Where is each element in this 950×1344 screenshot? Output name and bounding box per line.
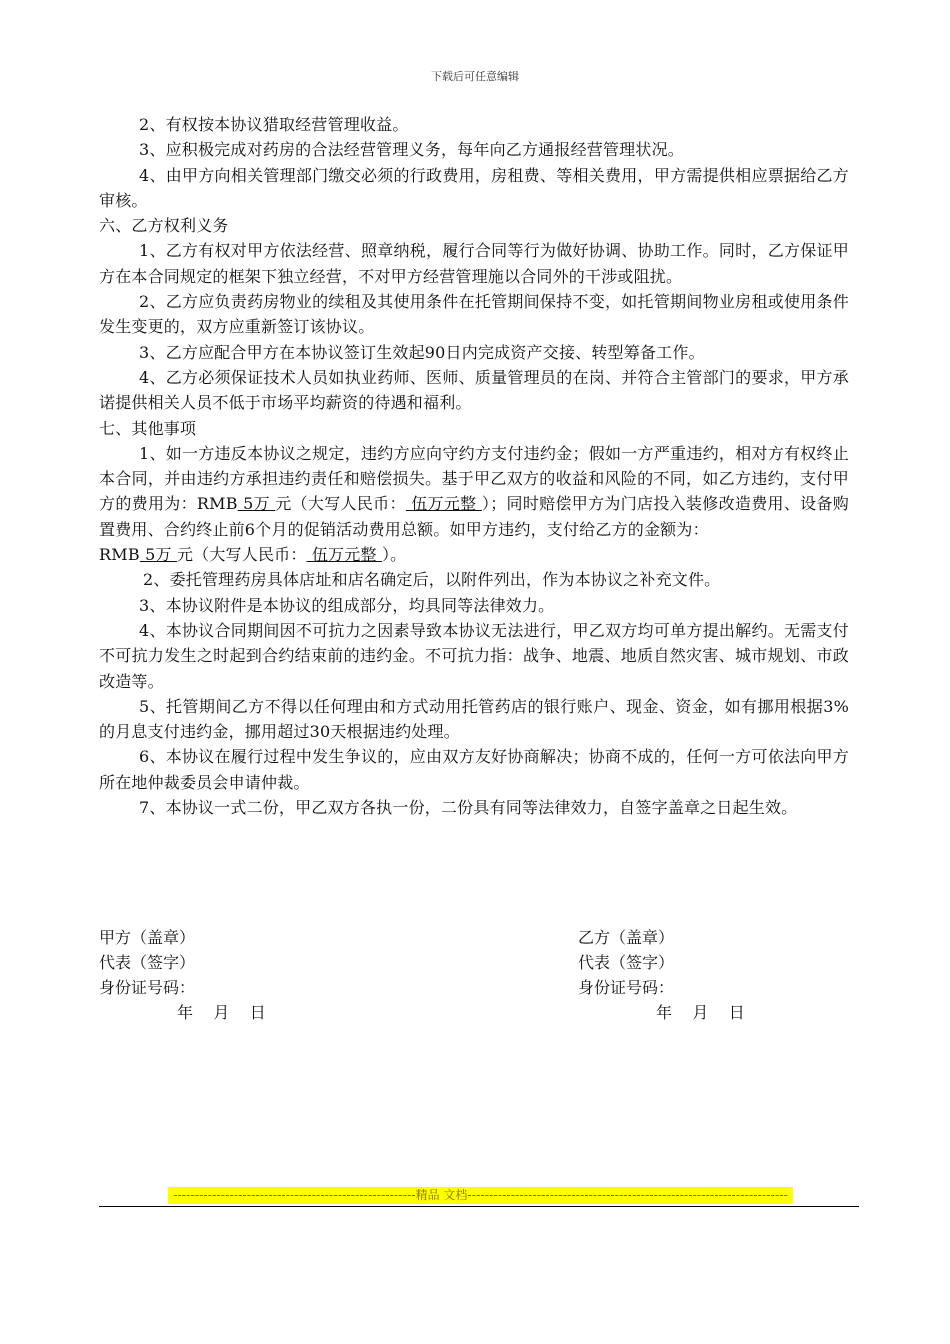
clause-text: 元（大写人民币： [176, 545, 307, 565]
clause-penalty [99, 441, 849, 542]
representative-label: 代表（签字） [99, 953, 196, 972]
paragraph: 3、本协议附件是本协议的组成部分，均具同等法律效力。 [139, 595, 555, 615]
clause-penalty-continued [99, 542, 849, 567]
amount-field: 5万 [237, 494, 276, 514]
paragraph: 3、乙方应配合甲方在本协议签订生效起90日内完成资产交接、转型筹备工作。 [139, 342, 705, 362]
clause-text: ）；同时赔偿甲方为门店投入装修改造费用、设备购置费用、合约终止前6个月的促销活动费用总额。如甲方违约，支付给乙方的金额为： [99, 494, 849, 539]
paragraph: 2、有权按本协议猎取经营管理收益。 [139, 115, 409, 134]
seal-label: 乙方（盖章） [578, 928, 675, 947]
paragraph: 4、本协议合同期间因不可抗力之因素导致本协议无法进行，甲乙双方均可单方提出解约。无需支付不可抗力发生之时起到合约结束前的违约金。不可抗力指：战争、地震、地质自然灾害、城市规划、市政改造等。 [99, 620, 849, 691]
page-header-note: 下载后可任意编辑 [431, 70, 519, 83]
paragraph: 1、乙方有权对甲方依法经营、照章纳税，履行合同等行为做好协调、协助工作。同时，乙方保证甲方在本合同规定的框架下独立经营，不对甲方经营管理施以合同外的干涉或阻扰。 [99, 241, 849, 286]
section-heading: 六、乙方权利义务 [99, 216, 229, 236]
paragraph: 4、由甲方向相关管理部门缴交必须的行政费用，房租费、等相关费用，甲方需提供相应票据给乙方审核。 [99, 165, 849, 210]
amount-words-field: 伍万元整 [405, 494, 482, 514]
paragraph: 5、托管期间乙方不得以任何理由和方式动用托管药店的银行账户、现金、资金，如有挪用根据3%的月息支付违约金，挪用超过30天根据违约处理。 [99, 696, 849, 742]
paragraph: 3、应积极完成对药房的合法经营管理义务，每年向乙方通报经营管理状况。 [139, 140, 684, 160]
section-heading: 七、其他事项 [99, 418, 197, 438]
date-label: 年 月 日 [177, 1003, 266, 1022]
amount-field: 5万 [139, 545, 177, 565]
footer-banner: --------------------------------------------------------精品 文档-------------------------------------------------------------------------- [168, 1187, 793, 1204]
document-body [99, 112, 849, 820]
paragraph: 2、乙方应负责药房物业的续租及其使用条件在托管期间保持不变，如托管期间物业房租或使用条件发生变更的，双方应重新签订该协议。 [99, 292, 849, 337]
signature-block-party-b [578, 925, 745, 1025]
date-label: 年 月 日 [656, 1003, 745, 1022]
clause-text: 1、如一方违反本协议之规定，违约方应向守约方支付违约金；假如一方严重违约，相对方有权终止本合同，并由违约方承担违约责任和赔偿损失。基于甲乙双方的收益和风险的不同，如乙方违约，支付甲方的费用为：RMB [99, 443, 849, 514]
id-number-label: 身份证号码： [578, 978, 675, 997]
paragraph: 7、本协议一式二份，甲乙双方各执一份，二份具有同等法律效力，自签字盖章之日起生效。 [139, 798, 798, 818]
footer-divider [99, 1206, 859, 1207]
amount-words-field: 伍万元整 [306, 545, 382, 565]
paragraph: 4、乙方必须保证技术人员如执业药师、医师、质量管理员的在岗、并符合主管部门的要求，甲方承诺提供相关人员不低于市场平均薪资的待遇和福利。 [99, 367, 849, 413]
signature-block-party-a [99, 925, 266, 1025]
clause-text: 元（大写人民币： [275, 494, 406, 514]
paragraph: 6、本协议在履行过程中发生争议的，应由双方友好协商解决；协商不成的，任何一方可依法向甲方所在地仲裁委员会申请仲裁。 [99, 747, 849, 792]
paragraph: 2、委托管理药房具体店址和店名确定后，以附件列出，作为本协议之补充文件。 [143, 570, 721, 590]
seal-label: 甲方（盖章） [99, 928, 196, 947]
clause-text: ）。 [381, 545, 407, 565]
clause-text: RMB [99, 545, 140, 565]
id-number-label: 身份证号码： [99, 978, 196, 997]
representative-label: 代表（签字） [578, 953, 675, 972]
